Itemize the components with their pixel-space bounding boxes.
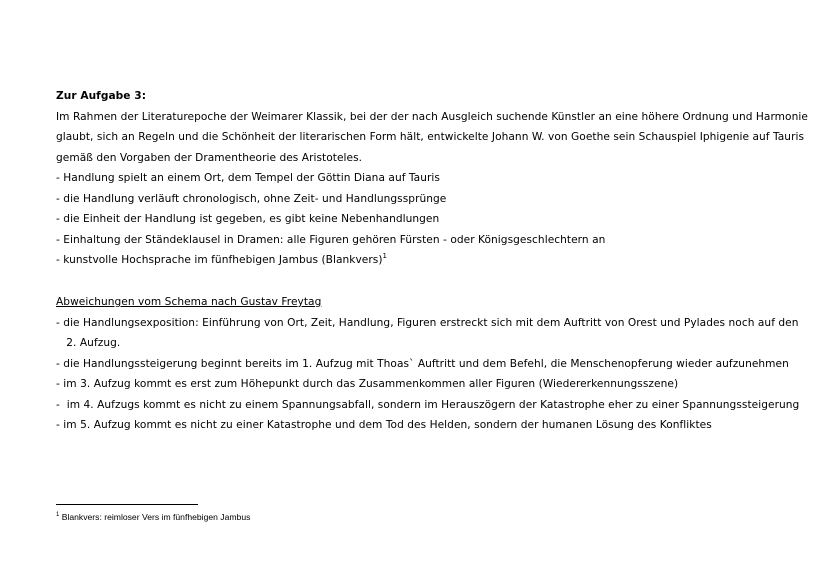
- list-item: - die Handlung verläuft chronologisch, ohne Zeit- und Handlungssprünge: [56, 193, 447, 205]
- list-item-blankvers: [56, 253, 387, 267]
- section-heading: Zur Aufgabe 3:: [56, 90, 146, 102]
- intro-line-1: Im Rahmen der Literaturepoche der Weimarer Klassik, bei der der nach Ausgleich suchende Künstler an eine höhere Ordnung und Harmonie: [56, 111, 808, 123]
- footnote-text: Blankvers: reimloser Vers im fünfhebigen Jambus: [61, 512, 251, 522]
- footnote-reference[interactable]: 1: [382, 252, 388, 260]
- footnote-divider: [56, 504, 198, 505]
- intro-line-3: gemäß den Vorgaben der Dramentheorie des Aristoteles.: [56, 152, 363, 164]
- intro-line-2: glaubt, sich an Regeln und die Schönheit der literarischen Form hält, entwickelte Johann W. von Goethe sein Schauspiel Iphigenie auf Tauris: [56, 131, 805, 143]
- list-item: - die Einheit der Handlung ist gegeben, es gibt keine Nebenhandlungen: [56, 213, 440, 225]
- list-item: - Handlung spielt an einem Ort, dem Tempel der Göttin Diana auf Tauris: [56, 172, 440, 184]
- footnote-number: 1: [56, 512, 60, 518]
- list-item: - die Handlungssteigerung beginnt bereits im 1. Aufzug mit Thoas` Auftritt und dem Befehl, die Menschenopferung wieder aufzunehmen: [56, 358, 789, 370]
- list-item: - Einhaltung der Ständeklausel in Dramen: alle Figuren gehören Fürsten - oder Königsgeschlechtern an: [56, 234, 606, 246]
- list-item-continuation: 2. Aufzug.: [56, 337, 121, 349]
- list-item: - im 4. Aufzugs kommt es nicht zu einem Spannungsabfall, sondern im Herauszögern der Katastrophe eher zu einer Spannungssteigerung: [56, 399, 800, 411]
- list-item: - im 5. Aufzug kommt es nicht zu einer Katastrophe und dem Tod des Helden, sondern der humanen Lösung des Konfliktes: [56, 419, 712, 431]
- footnote: [56, 511, 250, 523]
- list-item: - die Handlungsexposition: Einführung von Ort, Zeit, Handlung, Figuren erstreckt sich mit dem Auftritt von Orest und Pylades noch auf den: [56, 317, 799, 329]
- section-2-heading: Abweichungen vom Schema nach Gustav Freytag: [56, 296, 322, 308]
- list-item: - im 3. Aufzug kommt es erst zum Höhepunkt durch das Zusammenkommen aller Figuren (Wiedererkennungsszene): [56, 378, 679, 390]
- list-item-text: - kunstvolle Hochsprache im fünfhebigen Jambus (Blankvers): [56, 254, 383, 266]
